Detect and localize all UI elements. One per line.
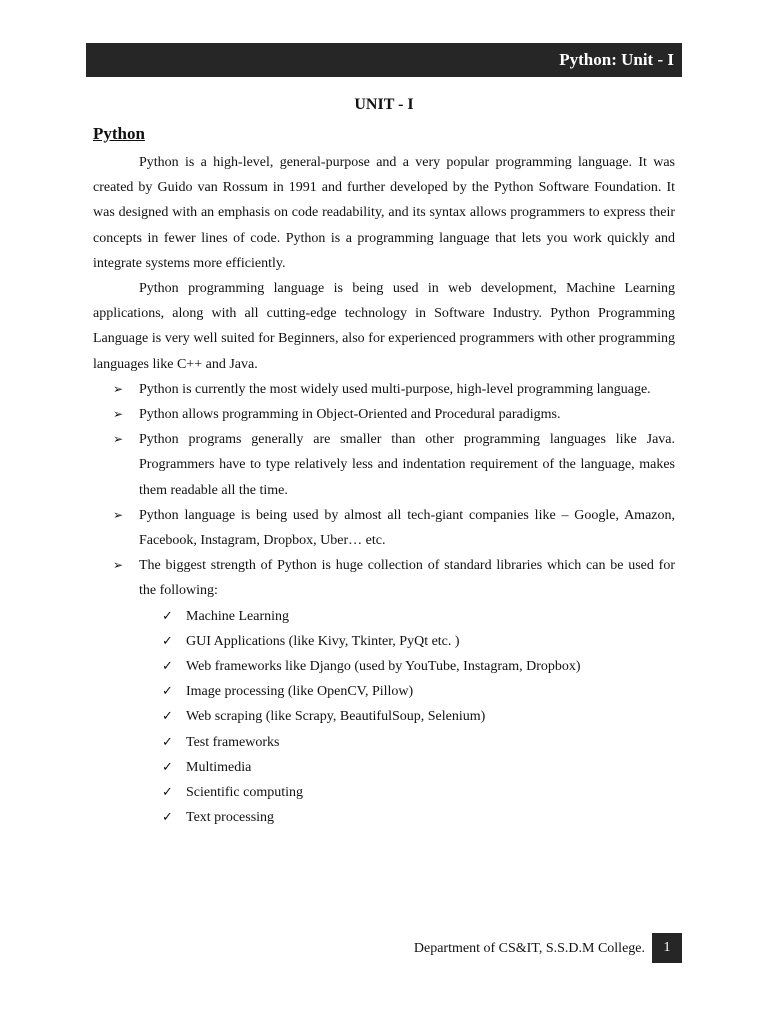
- check-text: Web frameworks like Django (used by YouTube, Instagram, Dropbox): [186, 659, 581, 675]
- check-item: [162, 629, 675, 654]
- arrow-bullet-icon: ➢: [113, 381, 124, 396]
- check-text: Multimedia: [186, 759, 252, 775]
- bullet-text: The biggest strength of Python is huge collection of standard libraries which can be used for the following:: [139, 558, 675, 599]
- arrow-bullet-icon: ➢: [113, 432, 124, 447]
- check-item: [162, 730, 675, 755]
- checkmark-icon: ✓: [162, 785, 173, 801]
- arrow-bullet-icon: ➢: [113, 407, 124, 422]
- checkmark-icon: ✓: [162, 633, 173, 649]
- checkmark-icon: ✓: [162, 608, 173, 624]
- arrow-bullet-icon: ➢: [113, 507, 124, 522]
- check-text: Machine Learning: [186, 608, 290, 624]
- checkmark-icon: ✓: [162, 810, 173, 826]
- header-bar: [86, 43, 682, 77]
- check-item: [162, 654, 675, 679]
- bullet-item: [113, 427, 675, 503]
- paragraph-intro: Python is a high-level, general-purpose and a very popular programming language. It was created by Guido van Rossum in 1991 and further developed by the Python Software Foundation. It was designed with an emphasis on code readability, and its syntax allows programmers to express their concepts in fewer lines of code. Python is a programming language that lets you work quickly and integrate systems more efficiently.: [93, 155, 675, 271]
- bullet-text: Python allows programming in Object-Oriented and Procedural paradigms.: [139, 407, 561, 423]
- bullet-list: [93, 377, 675, 604]
- check-text: Web scraping (like Scrapy, BeautifulSoup, Selenium): [186, 709, 486, 725]
- check-item: [162, 704, 675, 729]
- header-title: Python: Unit - I: [559, 50, 674, 69]
- bullet-item: [113, 553, 675, 603]
- checkmark-icon: ✓: [162, 709, 173, 725]
- checkmark-icon: ✓: [162, 759, 173, 775]
- check-text: GUI Applications (like Kivy, Tkinter, PyQt etc. ): [186, 633, 460, 649]
- checkmark-icon: ✓: [162, 684, 173, 700]
- check-item: [162, 805, 675, 830]
- footer-department: Department of CS&IT, S.S.D.M College.: [413, 941, 645, 956]
- check-text: Text processing: [186, 810, 275, 826]
- check-text: Image processing (like OpenCV, Pillow): [186, 684, 414, 700]
- paragraph-usage: Python programming language is being used in web development, Machine Learning applications, along with all cutting-edge technology in Software Industry. Python Programming Language is very well suited for Beginners, also for experienced programmers with other programming languages like C++ and Java.: [93, 281, 675, 372]
- check-text: Scientific computing: [186, 785, 304, 801]
- check-text: Test frameworks: [186, 734, 280, 750]
- check-item: [162, 679, 675, 704]
- bullet-text: Python programs generally are smaller than other programming languages like Java. Programmers have to type relatively less and indentation requirement of the language, makes them readable all the time.: [139, 432, 675, 498]
- bullet-item: [113, 402, 675, 427]
- check-item: [162, 755, 675, 780]
- section-title: Python: [93, 124, 145, 143]
- arrow-bullet-icon: ➢: [113, 558, 124, 573]
- bullet-item: [113, 503, 675, 553]
- library-use-list: [93, 604, 675, 831]
- checkmark-icon: ✓: [162, 734, 173, 750]
- check-item: [162, 780, 675, 805]
- bullet-text: Python language is being used by almost all tech-giant companies like – Google, Amazon, Facebook, Instagram, Dropbox, Uber… etc.: [139, 507, 675, 549]
- unit-title: UNIT - I: [354, 96, 414, 113]
- page-number: 1: [652, 933, 682, 963]
- checkmark-icon: ✓: [162, 659, 173, 675]
- bullet-text: Python is currently the most widely used multi-purpose, high-level programming language.: [139, 381, 651, 397]
- bullet-item: [113, 377, 675, 402]
- page-content: [93, 93, 675, 830]
- check-item: [162, 604, 675, 629]
